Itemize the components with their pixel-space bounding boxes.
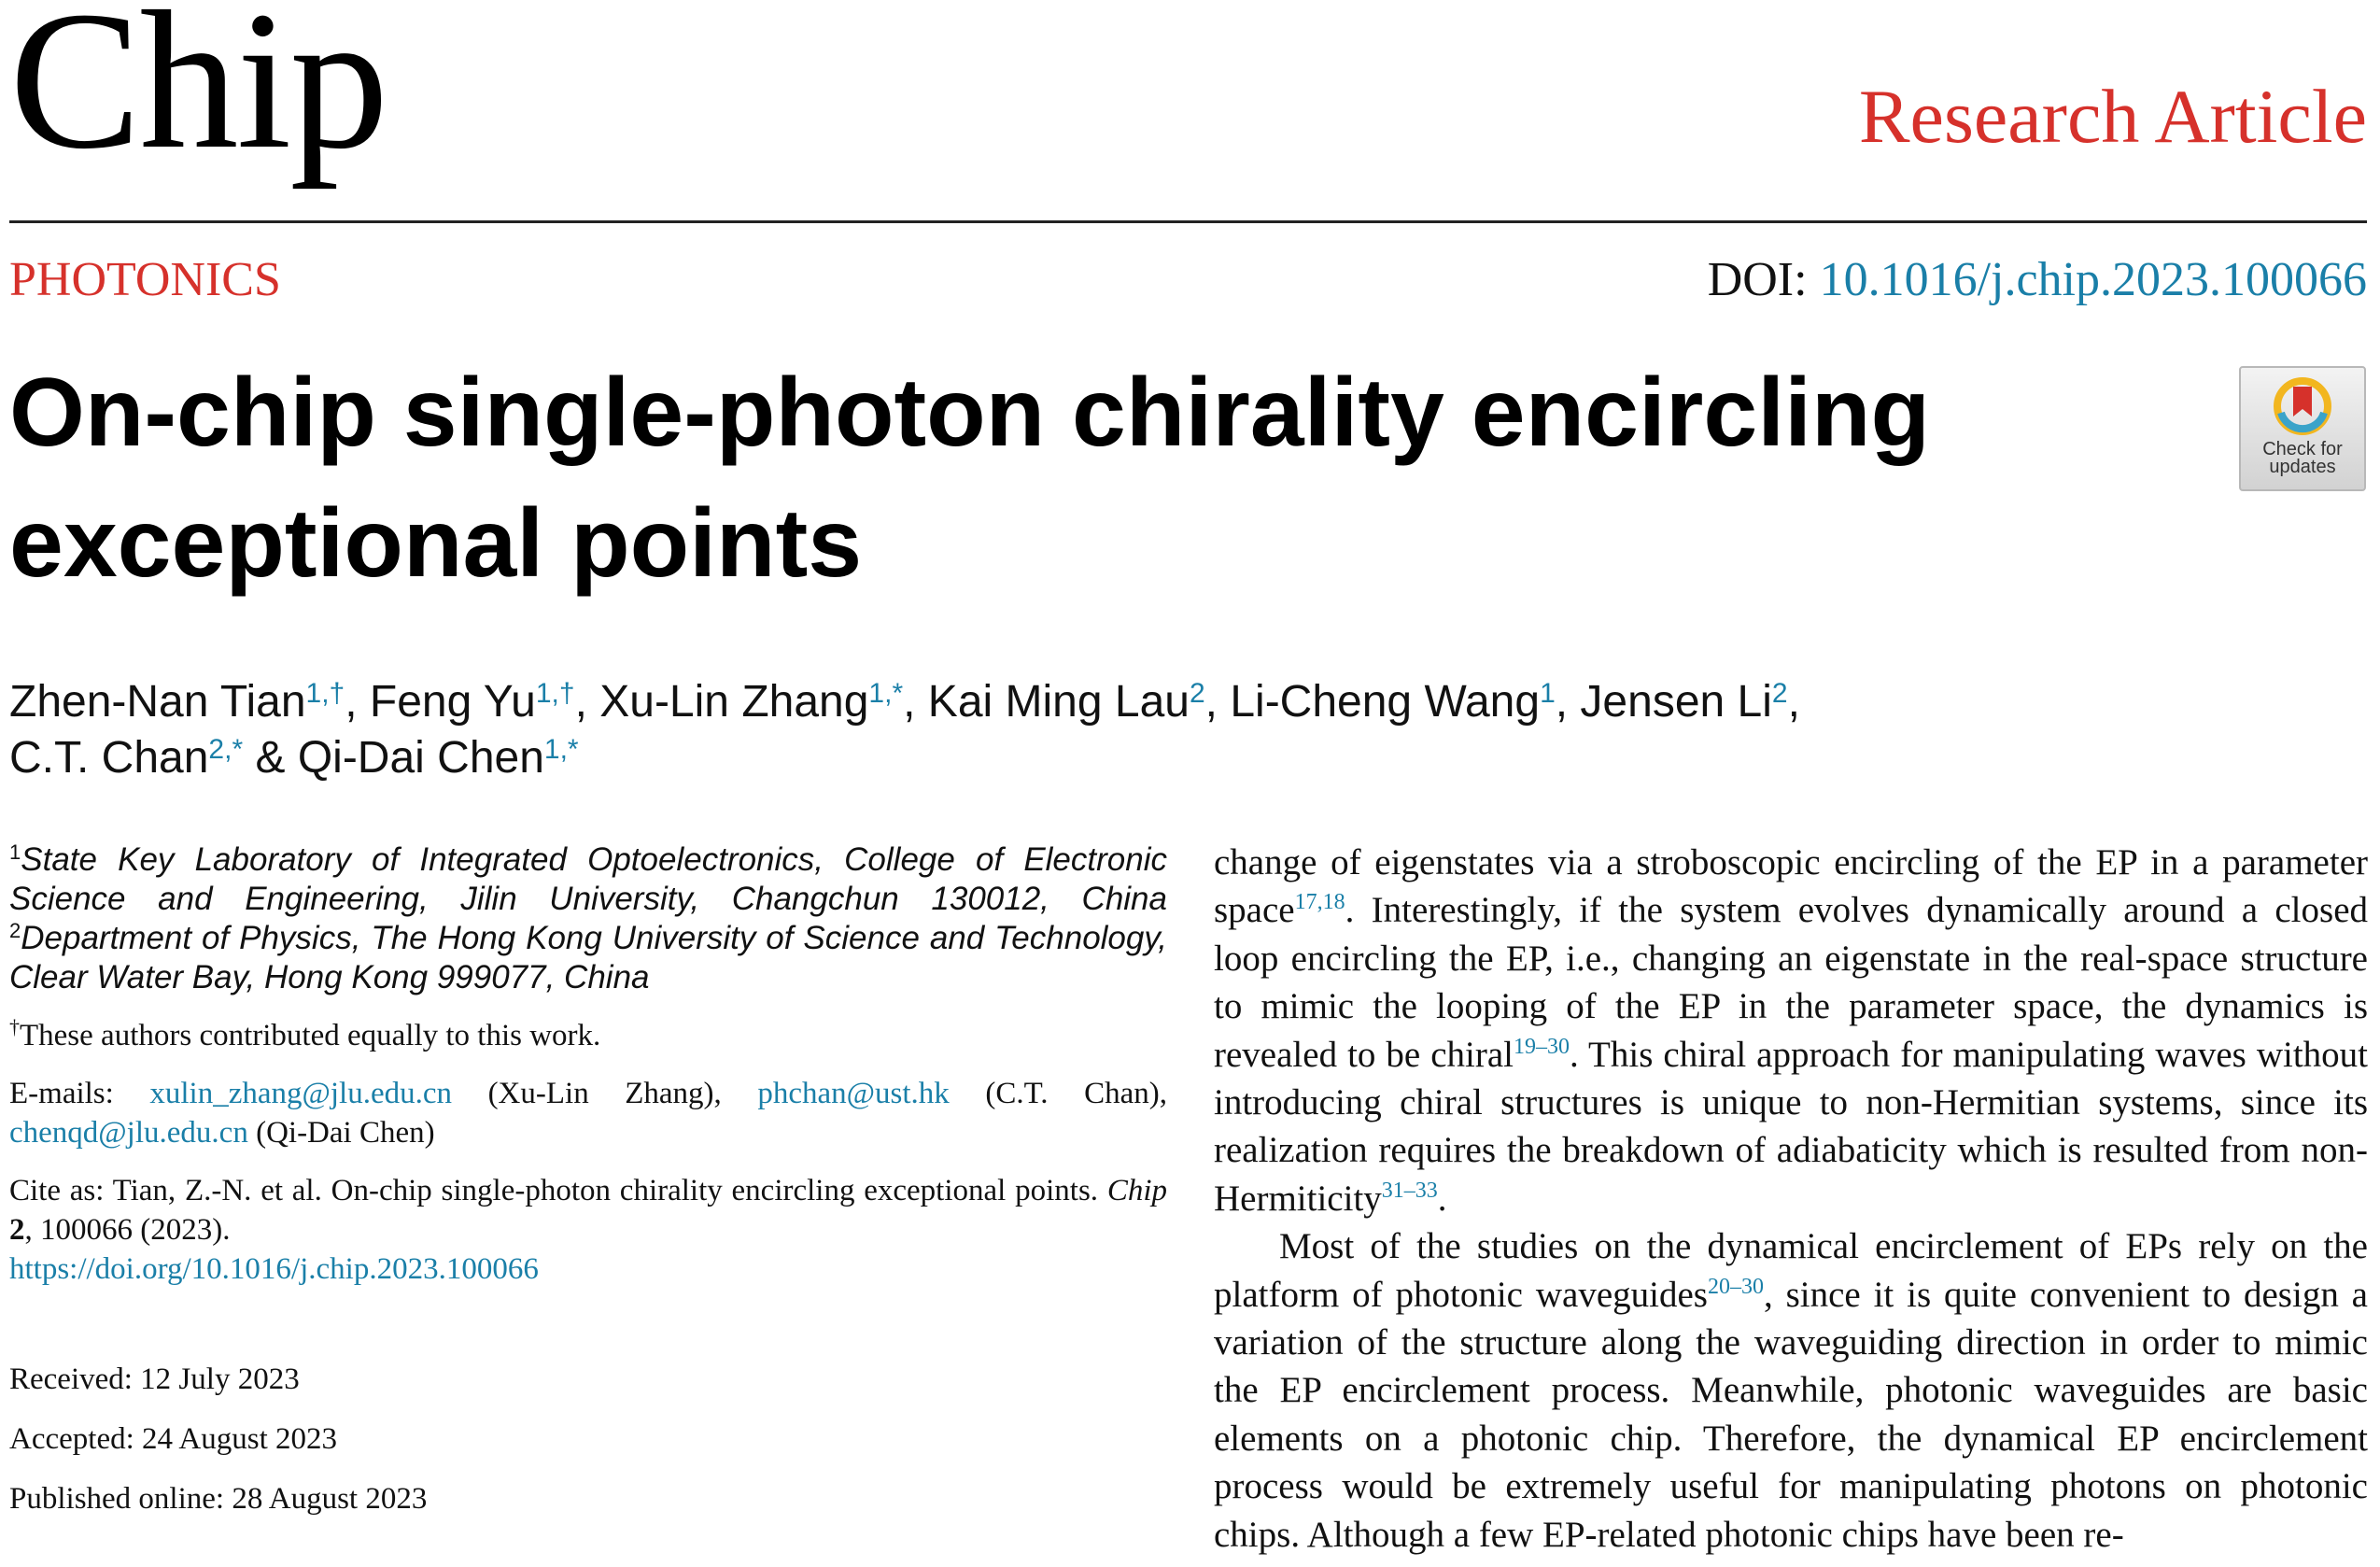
article-info xyxy=(9,840,1167,1518)
citation-doi-link[interactable]: https://doi.org/10.1016/j.chip.2023.100066 xyxy=(9,1252,539,1286)
emails: E-mails: xulin_zhang@jlu.edu.cn (Xu-Lin Zhang), phchan@ust.hk (C.T. Chan), chenqd@jlu.edu.cn (Qi-Dai Chen) xyxy=(9,1077,1167,1150)
title-line-1: On-chip single-photon chirality encircling xyxy=(9,359,1931,467)
affiliation-1: State Key Laboratory of Integrated Optoelectronics, College of Electronic Science and Engineering, Jilin University, Changchun 130012, China xyxy=(9,841,1167,917)
author: Feng $Yu^{1,\dagger}$ xyxy=(369,677,575,727)
author: Zhen-Nan Tian$^{1,\dagger}$ xyxy=(9,677,345,727)
published-date: Published online: 28 August 2023 xyxy=(9,1482,428,1516)
article-dates xyxy=(9,1360,1167,1518)
citation-ref[interactable]: 19–30 xyxy=(1514,1034,1570,1059)
doi-label: DOI: xyxy=(1707,253,1820,306)
body-text xyxy=(1214,839,2368,1559)
author: Li-Cheng Wang$^1$ xyxy=(1230,677,1556,727)
email-link[interactable]: xulin_zhang@jlu.edu.cn xyxy=(149,1077,453,1110)
title-line-2: exceptional points xyxy=(9,489,863,598)
crossmark-icon xyxy=(2272,375,2333,437)
article-type-label: Research Article xyxy=(1858,74,2367,159)
doi xyxy=(1707,253,2367,306)
author: Jensen Li$^2$ xyxy=(1580,677,1788,727)
author: Kai Ming Lau$^2$ xyxy=(927,677,1205,727)
email-link[interactable]: chenqd@jlu.edu.cn xyxy=(9,1116,248,1150)
doi-link[interactable]: 10.1016/j.chip.2023.100066 xyxy=(1819,253,2367,306)
citation-ref[interactable]: 20–30 xyxy=(1707,1274,1764,1299)
article-title xyxy=(9,347,2157,609)
citation: Cite as: Tian, Z.-N. et al. On-chip single-photon chirality encircling exceptional points. Chip 2, 100066 (2023). https://doi.org/10.1016/j.chip.2023.100066 xyxy=(9,1174,1167,1286)
author: Qi-Dai Chen$^{1,*}$ xyxy=(297,733,579,783)
affiliation-2: Department of Physics, The Hong Kong University of Science and Technology, Clear Water Bay, Hong Kong 999077, China xyxy=(9,920,1167,995)
header-divider xyxy=(9,220,2367,223)
check-for-updates-button[interactable] xyxy=(2239,366,2366,491)
check-for-updates-label: Check for updates xyxy=(2262,439,2343,477)
affiliations: $^1$State Key Laboratory of Integrated Optoelectronics, College of Electronic Science and Engineering, Jilin University, Changchun 130012, China $^2$Department of Physics, The Hong Kong University of Science and Technology, Clear Water Bay, Hong Kong 999077, China xyxy=(9,840,1167,995)
paragraph: Most of the studies on the dynamical encirclement of EPs rely on the platform of photonic waveguides$^{20-30}$, since it is quite convenient to design a variation of the structure along the waveguiding direction in order to mimic the EP encirclement process. Meanwhile, photonic waveguides are basic elements on a photonic chip. Therefore, the dynamical EP encirclement process would be extremely useful for manipulating photons on photonic chips. Although a few EP-related photonic chips have been re- xyxy=(1214,1226,2368,1555)
received-date: Received: 12 July 2023 xyxy=(9,1362,300,1396)
author: Xu-Lin Zhang$^{1,*}$ xyxy=(599,677,904,727)
author: C.T. Chan$^{2,*}$ xyxy=(9,733,244,783)
citation-ref[interactable]: 17,18 xyxy=(1294,890,1345,915)
paragraph: change of eigenstates via a stroboscopic encircling of the EP in a parameter space$^{17,18}$. Interestingly, if the system evolves dynamically around a closed loop encircling the EP, i.e., changing an eigenstate in the real-space structure to mimic the looping of the EP in the parameter space, the dynamics is revealed to be chiral$^{19-30}$. This chiral approach for manipulating waves without introducing chiral structures is unique to non-Hermitian systems, since its realization requires the breakdown of adiabaticity which is resulted from non-Hermiticity$^{31-33}$. xyxy=(1214,842,2368,1219)
email-link[interactable]: phchan@ust.hk xyxy=(757,1077,950,1110)
journal-name: Chip xyxy=(9,0,387,190)
citation-ref[interactable]: 31–33 xyxy=(1381,1178,1438,1203)
section-label: PHOTONICS xyxy=(9,253,281,306)
accepted-date: Accepted: 24 August 2023 xyxy=(9,1422,338,1456)
equal-contribution-note: †These authors contributed equally to this work. xyxy=(9,1015,601,1052)
author-list: Zhen-Nan Tian$^{1,\dagger}$, Feng $Yu^{1,\dagger}$, Xu-Lin Zhang$^{1,*}$, Kai Ming Lau$^2$, Li-Cheng Wang$^1$, Jensen Li$^2$, C.T. Chan$^{2,*}$ & Qi-Dai Chen$^{1,*}$ xyxy=(9,677,1800,783)
